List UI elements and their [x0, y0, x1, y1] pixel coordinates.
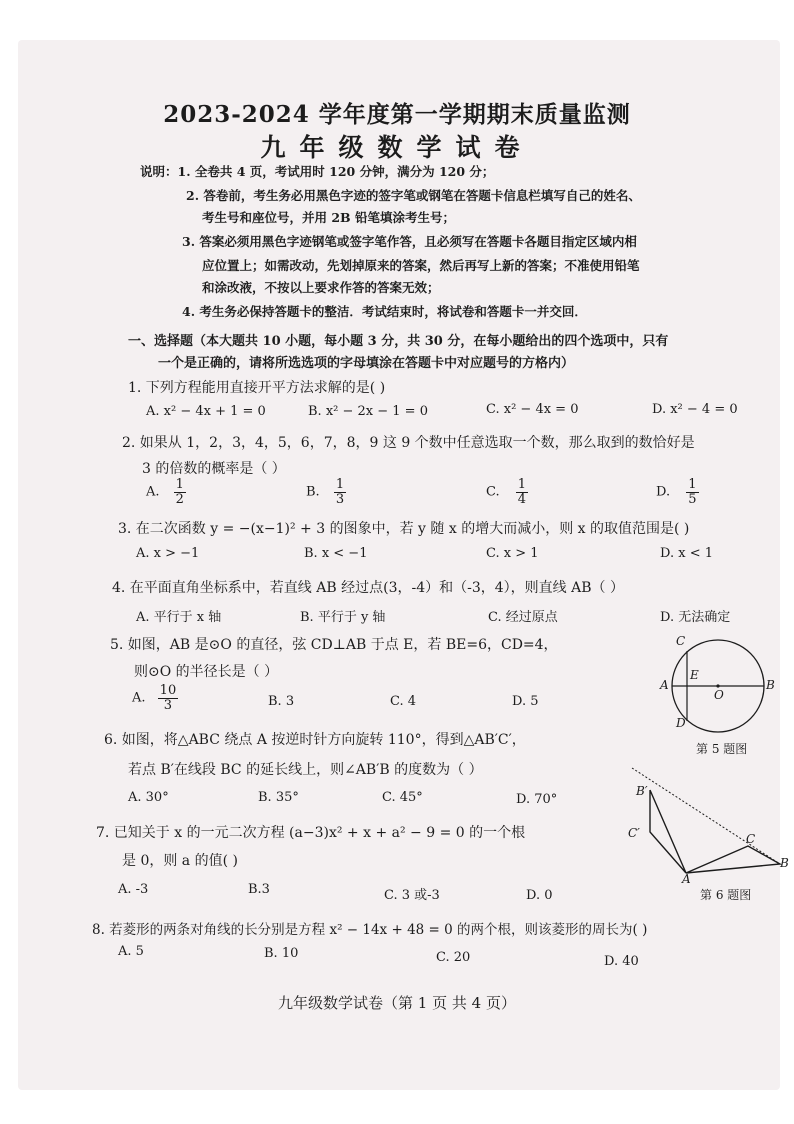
note-line-7: 4. 考生务必保持答题卡的整洁．考试结束时，将试卷和答题卡一并交回． [182, 304, 587, 319]
q2-option-c-numerator: 1 [517, 477, 527, 492]
q7-stem-line-1: 7. 已知关于 x 的一元二次方程 (a−3)x² + x + a² − 9 = 0 的一个根 [96, 825, 526, 841]
q2-option-b-label: B. [306, 484, 320, 500]
q8-stem: 8. 若菱形的两条对角线的长分别是方程 x² − 14x + 48 = 0 的两个根，则该菱形的周长为( ) [92, 922, 648, 938]
q5-option-a-denominator: 3 [163, 697, 173, 713]
q5-option-a-numerator: 10 [159, 683, 177, 698]
q7-stem-line-2: 是 0，则 a 的值( ) [122, 853, 238, 869]
q5-label-e: E [690, 668, 699, 682]
q6-rotation-figure [620, 760, 790, 886]
q4-stem: 4. 在平面直角坐标系中，若直线 AB 经过点(3，-4）和（-3，4），则直线 AB（ ） [112, 580, 624, 596]
q5-label-c: C [676, 634, 686, 648]
q2-option-b [306, 478, 346, 506]
q5-circle-figure [654, 632, 784, 742]
q2-option-a [146, 478, 186, 506]
q2-option-a-label: A. [146, 484, 160, 500]
note-line-1: 说明：1. 全卷共 4 页，考试用时 120 分钟，满分为 120 分； [140, 164, 495, 179]
q6-label-bprime: B′ [636, 784, 648, 798]
page-footer: 九年级数学试卷（第 1 页 共 4 页） [278, 994, 516, 1012]
q2-option-b-denominator: 3 [335, 491, 345, 507]
q2-stem-line-1: 2. 如果从 1，2，3，4，5，6，7，8，9 这 9 个数中任意选取一个数，那么取到的数恰好是 [122, 435, 695, 451]
q6-stem-line-2: 若点 B′在线段 BC 的延长线上，则∠AB′B 的度数为（ ） [128, 762, 483, 778]
q6-option-b: B. 35° [258, 790, 299, 805]
q7-option-b: B.3 [248, 882, 270, 897]
q4-option-b: B. 平行于 y 轴 [300, 610, 386, 625]
q8-option-c: C. 20 [436, 950, 471, 965]
q5-stem-line-1: 5. 如图，AB 是⊙O 的直径，弦 CD⊥AB 于点 E，若 BE=6，CD=4， [110, 637, 558, 653]
q5-option-d: D. 5 [512, 694, 539, 709]
q6-option-c: C. 45° [382, 790, 423, 805]
q8-option-b: B. 10 [264, 946, 299, 961]
q2-option-c-denominator: 4 [517, 491, 527, 507]
q6-label-b: B [780, 856, 789, 870]
q4-option-c: C. 经过原点 [488, 610, 558, 625]
q2-option-a-numerator: 1 [175, 477, 184, 492]
q5-label-a: A [660, 678, 669, 692]
note-line-6: 和涂改液，不按以上要求作答的答案无效； [202, 280, 440, 295]
note-line-5: 应位置上；如需改动，先划掉原来的答案，然后再写上新的答案；不准使用铅笔 [202, 258, 640, 273]
q6-figure-caption: 第 6 题图 [700, 888, 752, 902]
q6-option-d: D. 70° [516, 792, 558, 807]
q7-option-a: A. -3 [118, 882, 149, 897]
q5-option-c: C. 4 [390, 694, 417, 709]
q5-label-o: O [714, 688, 724, 702]
q1-option-d: D. x² − 4 = 0 [652, 402, 738, 417]
q2-option-d [656, 478, 699, 506]
q6-option-a: A. 30° [128, 790, 169, 805]
q1-stem: 1. 下列方程能用直接开平方法求解的是( ) [128, 380, 386, 396]
q8-option-a: A. 5 [118, 944, 144, 959]
note-line-2: 2. 答卷前，考生务必用黑色字迹的签字笔或钢笔在答题卡信息栏填写自己的姓名、 [186, 188, 641, 203]
q5-label-d: D [676, 716, 686, 730]
q2-option-b-numerator: 1 [335, 477, 345, 492]
section-header-line-1: 一、选择题（本大题共 10 小题，每小题 3 分，共 30 分，在每小题给出的四个选项中，只有 [128, 334, 669, 349]
q3-option-b: B. x < −1 [304, 546, 368, 561]
q6-label-cprime: C′ [628, 826, 640, 840]
exam-subtitle: 九年级数学试卷 [260, 133, 534, 162]
q5-stem-line-2: 则⊙O 的半径长是（ ） [134, 664, 279, 680]
q6-stem-line-1: 6. 如图，将△ABC 绕点 A 按逆时针方向旋转 110°，得到△AB′C′， [104, 732, 526, 748]
q5-label-b: B [766, 678, 775, 692]
q4-option-d: D. 无法确定 [660, 610, 731, 625]
q5-figure-caption: 第 5 题图 [696, 742, 748, 756]
q2-option-c-label: C. [486, 484, 500, 500]
q5-option-a-label: A. [132, 690, 146, 706]
q2-option-c [486, 478, 528, 506]
section-header-line-2: 一个是正确的，请将所选选项的字母填涂在答题卡中对应题号的方格内） [158, 356, 575, 371]
q1-option-c: C. x² − 4x = 0 [486, 402, 579, 417]
q6-label-c: C [746, 832, 756, 846]
q6-label-a: A [682, 872, 691, 886]
note-line-4: 3. 答案必须用黑色字迹钢笔或签字笔作答，且必须写在答题卡各题目指定区域内相 [182, 234, 637, 249]
q2-option-d-denominator: 5 [688, 491, 697, 507]
q5-option-b: B. 3 [268, 694, 295, 709]
q3-option-d: D. x < 1 [660, 546, 713, 561]
q3-option-a: A. x > −1 [136, 546, 200, 561]
note-line-3: 考生号和座位号，并用 2B 铅笔填涂考生号； [202, 210, 455, 225]
q2-option-d-label: D. [656, 484, 671, 500]
q1-option-b: B. x² − 2x − 1 = 0 [308, 404, 428, 419]
q8-option-d: D. 40 [604, 954, 639, 969]
q5-option-a [132, 684, 178, 712]
q7-option-c: C. 3 或-3 [384, 888, 440, 903]
q3-stem: 3. 在二次函数 y = −(x−1)² + 3 的图象中，若 y 随 x 的增大而减小，则 x 的取值范围是( ) [118, 521, 690, 537]
q2-option-d-numerator: 1 [688, 477, 697, 492]
q7-option-d: D. 0 [526, 888, 553, 903]
q2-option-a-denominator: 2 [175, 491, 184, 507]
q3-option-c: C. x > 1 [486, 546, 539, 561]
q4-option-a: A. 平行于 x 轴 [136, 610, 222, 625]
q1-option-a: A. x² − 4x + 1 = 0 [146, 404, 266, 419]
q2-stem-line-2: 3 的倍数的概率是（ ） [142, 461, 286, 477]
exam-title: 2023-2024 学年度第一学期期末质量监测 [163, 101, 631, 128]
